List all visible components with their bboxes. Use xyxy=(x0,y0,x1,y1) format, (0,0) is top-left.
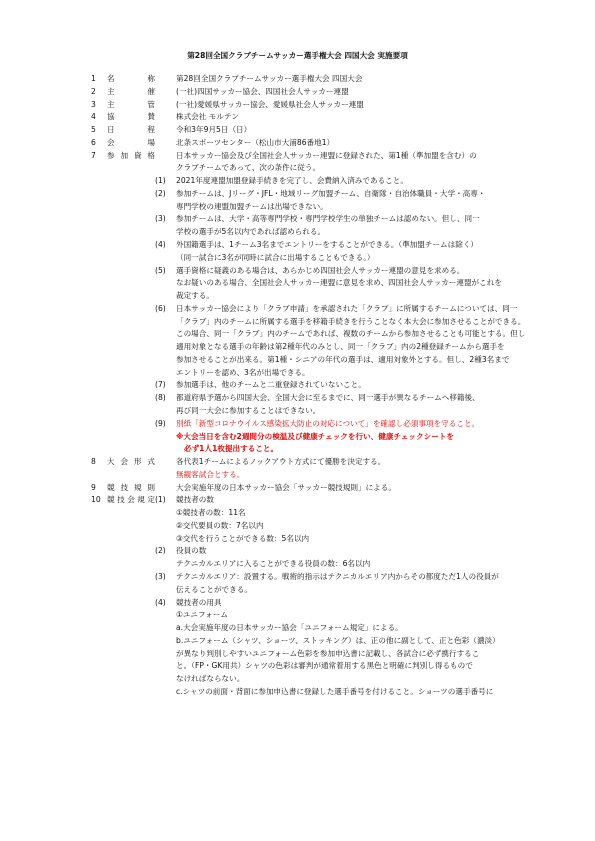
item-text: 裁定する。 xyxy=(176,291,214,301)
text-line xyxy=(0,471,595,483)
text-line xyxy=(0,599,595,611)
item-text: 各代表1チームによるノックアウト方式にて優勝を決定する。 xyxy=(176,457,386,467)
item-text: c.シャツの前面・背面に参加申込書に登録した選手番号を付けること。ショーツの選手番号に xyxy=(176,686,494,696)
item-text: 令和3年9月5日（日） xyxy=(176,125,252,135)
item-number: 4 xyxy=(91,112,96,122)
sub-item-number: (5) xyxy=(155,265,166,275)
item-label: 日 程 xyxy=(107,125,155,135)
item-number: 7 xyxy=(91,150,96,160)
text-line xyxy=(0,688,595,700)
item-text: 株式会社 モルテン xyxy=(176,112,239,122)
item-text: 必ず1人1枚提出すること。 xyxy=(184,444,279,454)
sub-item-number: (3) xyxy=(155,214,166,224)
item-text: この場合、同一「クラブ」内のチームであれば、複数のチームから参加させることも可能とする。但し xyxy=(176,329,526,339)
text-line xyxy=(0,75,595,87)
text-line xyxy=(0,662,595,674)
item-text: 適用対象となる選手の年齢は第2種年代のみとし、同一「クラブ」内の2種登録チームから選手を xyxy=(176,342,505,352)
item-number: 6 xyxy=(91,137,96,147)
item-label: 競 技 規 則 xyxy=(107,482,155,492)
item-label: 競 技 会 規 定 xyxy=(107,495,155,505)
text-line xyxy=(0,522,595,534)
sub-item-number: (7) xyxy=(155,380,166,390)
item-text: 競技者の用具 xyxy=(176,597,222,607)
item-text: 大会実施年度の日本サッカー協会「サッカー競技規則」による。 xyxy=(176,482,396,492)
item-text: 参加チームは、大学・高等専門学校・専門学校学生の単独チームは認めない。但し、同一 xyxy=(176,214,480,224)
text-line xyxy=(0,547,595,559)
item-text: （同一試合に3名が同時に試合に出場することもできる。） xyxy=(176,252,375,262)
text-line xyxy=(0,496,595,508)
text-line xyxy=(0,560,595,572)
text-line xyxy=(0,445,595,457)
item-text: 日本サッカー協会及び全国社会人サッカー連盟に登録された、第1種（準加盟を含む）の xyxy=(176,150,477,160)
text-line xyxy=(0,369,595,381)
text-line xyxy=(0,164,595,176)
item-label: 主 管 xyxy=(107,99,155,109)
text-line xyxy=(0,203,595,215)
item-text: クラブチームであって、次の条件に従う。 xyxy=(176,163,321,173)
item-text: 都道府県予選から四国大会、全国大会に至るまでに、同一選手が異なるチームへ移籍後、 xyxy=(176,393,480,403)
item-label: 大 会 形 式 xyxy=(107,457,155,467)
text-line xyxy=(0,279,595,291)
item-text: 「クラブ」内のチームに所属する選手を移籍手続きを行うことなく本大会に参加させることができる。 xyxy=(176,316,526,326)
text-line xyxy=(0,190,595,202)
sub-item-number: (2) xyxy=(155,546,166,556)
item-label: 参 加 資 格 xyxy=(107,150,155,160)
text-line xyxy=(0,88,595,100)
text-line xyxy=(0,624,595,636)
text-line xyxy=(0,675,595,687)
item-text: 参加チームは、Jリーグ・JFL・地域リーグ加盟チーム、自衛隊・自治体職員・大学・高専・ xyxy=(176,188,486,198)
text-line xyxy=(0,356,595,368)
text-line xyxy=(0,573,595,585)
item-text: ※大会当日を含む2週間分の検温及び健康チェックを行い、健康チェックシートを xyxy=(176,431,454,441)
item-text: 伝えることができる。 xyxy=(176,584,252,594)
item-text: a.大会実施年度の日本サッカー協会「ユニフォーム規定」による。 xyxy=(176,623,403,633)
text-line xyxy=(0,343,595,355)
item-text: ①ユニフォーム xyxy=(176,610,228,620)
text-line xyxy=(0,407,595,419)
item-text: ③交代を行うことができる数：5名以内 xyxy=(176,533,310,543)
item-number: 10 xyxy=(91,495,101,505)
text-line xyxy=(0,292,595,304)
item-label: 名 称 xyxy=(107,74,155,83)
sub-item-number: (4) xyxy=(155,240,166,249)
item-number: 9 xyxy=(91,482,96,492)
item-text: 専門学校の連盟加盟チームは出場できない。 xyxy=(176,201,328,211)
item-text: ①競技者の数：11名 xyxy=(176,508,246,518)
item-text: と。（FP・GK用共）シャツの色彩は審判が通常着用する黒色と明確に判別し得るもので xyxy=(176,661,473,671)
page-title: 第28回全国クラブチームサッカー選手権大会 四国大会 実施要項 xyxy=(187,51,408,60)
item-number: 8 xyxy=(91,457,96,467)
item-text: ②交代要員の数：7名以内 xyxy=(176,520,264,530)
item-text: 再び同一大会に参加することはできない。 xyxy=(176,406,321,416)
item-text: が異なり判別しやすいユニフォーム色彩を参加申込書に記載し、各試合に必ず携行するこ xyxy=(176,648,480,658)
item-text: なければならない。 xyxy=(176,674,245,684)
text-line xyxy=(0,637,595,649)
text-line xyxy=(0,420,595,432)
item-text: 学校の選手が5名以内であれば認められる。 xyxy=(176,227,326,237)
text-line xyxy=(0,267,595,279)
item-text: テクニカルエリアに入ることができる役員の数：6名以内 xyxy=(176,559,371,569)
text-line xyxy=(0,215,595,227)
item-text: 外国籍選手は、1チーム3名までエントリーをすることができる。（準加盟チームは除く） xyxy=(176,240,479,249)
text-line xyxy=(0,241,595,253)
text-line xyxy=(0,152,595,164)
text-line xyxy=(0,650,595,662)
text-line xyxy=(0,381,595,393)
item-text: 北条スポーツセンター（松山市大浦86番地1） xyxy=(176,137,335,147)
item-text: 日本サッカー協会により「クラブ申請」を承認された「クラブ」に所属するチームについては、同一 xyxy=(176,303,518,313)
sub-item-number: (1) xyxy=(155,495,166,505)
text-line xyxy=(0,139,595,151)
sub-item-number: (8) xyxy=(155,393,166,403)
item-text: 第28回全国クラブチームサッカー選手権大会 四国大会 xyxy=(176,74,363,83)
item-text: 選手資格に疑義のある場合は、あらかじめ四国社会人サッカー連盟の意見を求める。 xyxy=(176,265,465,275)
text-line xyxy=(0,611,595,623)
text-line xyxy=(0,330,595,342)
item-number: 1 xyxy=(91,74,96,83)
text-line xyxy=(0,433,595,445)
text-line xyxy=(0,177,595,189)
text-line xyxy=(0,458,595,470)
text-line xyxy=(0,113,595,125)
sub-item-number: (3) xyxy=(155,572,166,582)
item-number: 3 xyxy=(91,99,96,109)
sub-item-number: (4) xyxy=(155,597,166,607)
sub-item-number: (9) xyxy=(155,418,166,428)
item-number: 5 xyxy=(91,125,96,135)
item-label: 協 賛 xyxy=(107,112,155,122)
item-text: テクニカルエリア：設置する。戦術的指示はテクニカルエリア内からその都度ただ1人の役員が xyxy=(176,572,499,582)
item-label: 主 催 xyxy=(107,86,155,96)
item-text: 役員の数 xyxy=(176,546,207,556)
text-line xyxy=(0,101,595,113)
item-text: 参加選手は、他のチームと二重登録されていないこと。 xyxy=(176,380,366,390)
sub-item-number: (6) xyxy=(155,303,166,313)
item-text: (一社)四国サッカー協会、四国社会人サッカー連盟 xyxy=(176,86,349,96)
item-label: 会 場 xyxy=(107,137,155,147)
text-line xyxy=(0,586,595,598)
text-line xyxy=(0,509,595,521)
text-line xyxy=(0,228,595,240)
item-text: 2021年度連盟加盟登録手続きを完了し、会費納入済みであること。 xyxy=(176,176,408,186)
sub-item-number: (1) xyxy=(155,176,166,186)
item-text: b.ユニフォーム（シャツ、ショーツ、ストッキング）は、正の他に副として、正と色彩（濃淡） xyxy=(176,635,500,645)
text-line xyxy=(0,305,595,317)
item-number: 2 xyxy=(91,86,96,96)
text-line xyxy=(0,484,595,496)
text-line xyxy=(0,318,595,330)
item-text: なお疑いのある場合、全国社会人サッカー連盟に意見を求め、四国社会人サッカー連盟がこれを xyxy=(176,278,502,288)
item-text: 無観客試合とする。 xyxy=(176,469,245,479)
text-line xyxy=(0,535,595,547)
item-text: エントリーを認め、3名が出場できる。 xyxy=(176,367,310,377)
text-line xyxy=(0,394,595,406)
item-text: 競技者の数 xyxy=(176,495,214,505)
text-line xyxy=(0,126,595,138)
item-text: 別紙「新型コロナウイルス感染拡大防止の対応について」を確認し必須事項を守ること。 xyxy=(176,418,480,428)
sub-item-number: (2) xyxy=(155,188,166,198)
item-text: (一社)愛媛県サッカー協会、愛媛県社会人サッカー連盟 xyxy=(176,99,364,109)
item-text: 参加させることが出来る。第1種・シニアの年代の選手は、適用対象外とする。但し、2種3名まで xyxy=(176,354,510,364)
text-line xyxy=(0,254,595,266)
